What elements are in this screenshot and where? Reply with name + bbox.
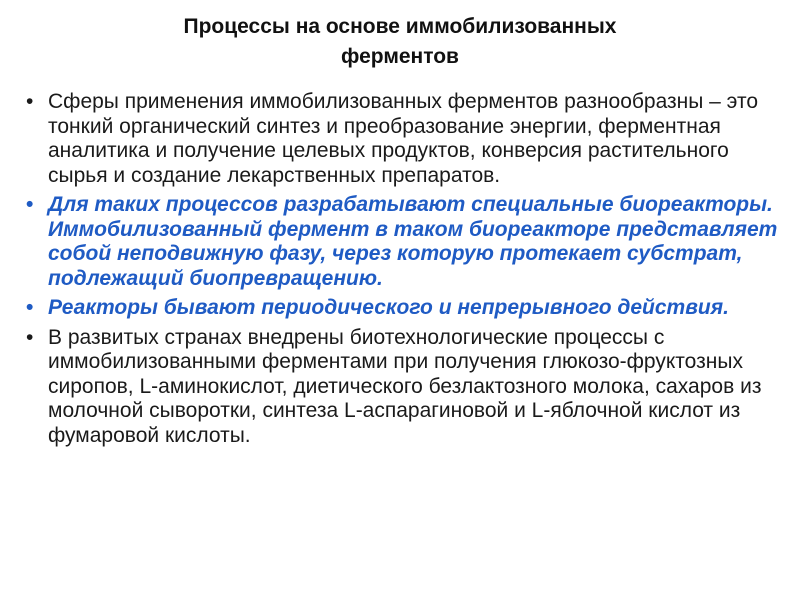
bullet-dot-icon: • xyxy=(26,325,34,349)
bullet-dot-icon: • xyxy=(26,193,34,216)
bullet-text: Для таких процессов разрабатывают специальные биореакторы. Иммобилизованный фермент в таком биореакторе представляет собой неподвижную фазу, через которую протекает субстрат, подлежащий биопревращению. xyxy=(48,193,778,290)
bullet-item-reactor-types xyxy=(24,296,784,321)
bullet-item-industrial-processes xyxy=(24,326,784,449)
bullet-dot-icon: • xyxy=(26,90,34,113)
bullet-text: В развитых странах внедрены биотехнологические процессы с иммобилизованными ферментами при получения глюкозо-фруктозных сиропов, L-аминокислот, диетического безлактозного молока, сахаров из молочной сыворотки, синтеза L-аспарагиновой и L-яблочной кислот из фумаровой кислоты. xyxy=(48,325,762,447)
slide-title-line-2: ферментов xyxy=(341,45,459,68)
bullet-item-bioreactors xyxy=(24,193,784,291)
slide-title xyxy=(60,12,740,72)
slide-title-line-1: Процессы на основе иммобилизованных xyxy=(183,15,617,38)
bullet-dot-icon: • xyxy=(26,296,34,319)
bullet-text: Сферы применения иммобилизованных ферментов разнообразны – это тонкий органический синтез и преобразование энергии, ферментная аналитика и получение целевых продуктов, конверсия растительного сырья и создание лекарственных препаратов. xyxy=(48,90,759,187)
bullet-list xyxy=(24,90,784,453)
bullet-text: Реакторы бывают периодического и непрерывного действия. xyxy=(48,296,729,319)
bullet-item-applications xyxy=(24,90,784,188)
